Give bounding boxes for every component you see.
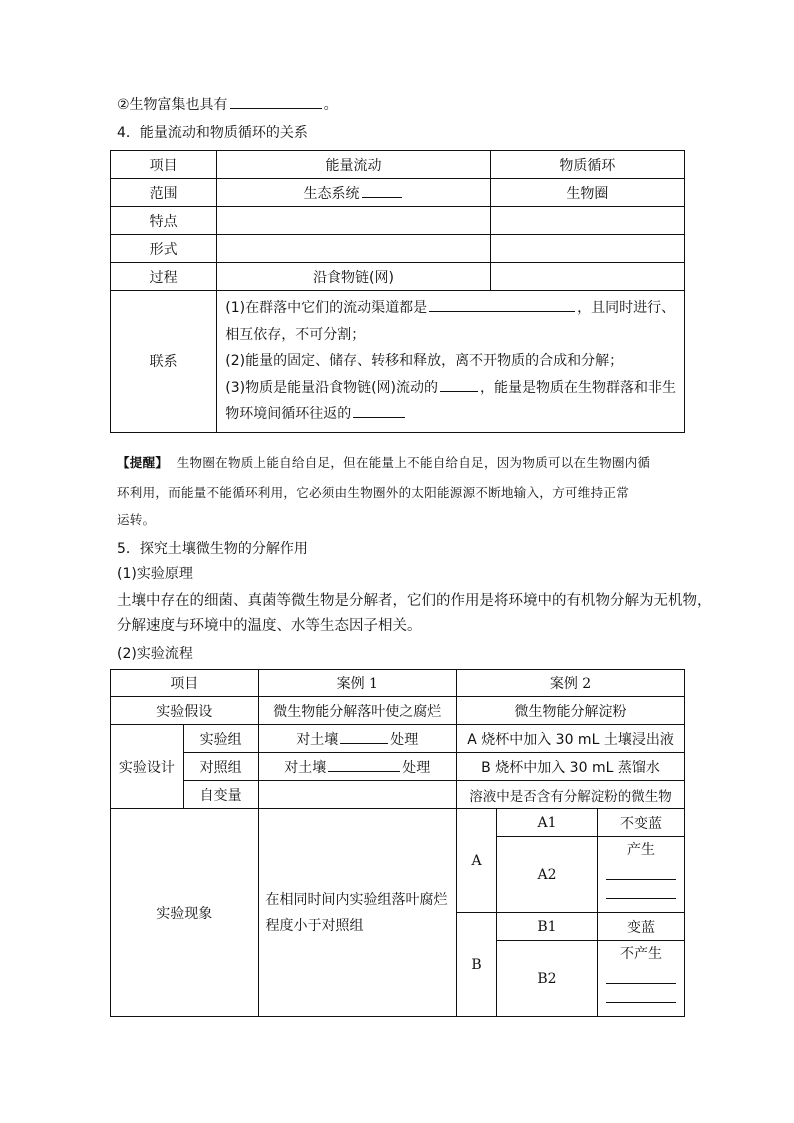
energy-scope: 生态系统 [217,179,491,207]
row-label: 过程 [111,263,217,291]
a2-result: 产生 [597,837,684,913]
header-case2: 案例 2 [457,670,685,697]
table-row [111,235,685,263]
observation-case1: 在相同时间内实验组落叶腐烂程度小于对照组 [258,809,456,1017]
table-row [111,753,685,781]
a2-label: A2 [497,837,598,913]
hypothesis-case1: 微生物能分解落叶使之腐烂 [258,697,456,725]
principle-line-1: 土壤中存在的细菌、真菌等微生物是分解者，它们的作用是将环境中的有机物分解为无机物， [117,593,712,609]
a1-result: 不变蓝 [597,809,684,837]
answer-blank [429,297,575,312]
intro-text: ②生物富集也具有 [117,97,228,113]
energy-feature [217,207,491,235]
exp-group-label: 实验组 [183,725,258,753]
answer-blank [362,183,402,198]
beaker-b: B [457,913,497,1017]
matter-form [490,235,684,263]
table-row [111,725,685,753]
matter-scope: 生物圈 [490,179,684,207]
exp-case1: 对土壤 处理 [258,725,456,753]
energy-matter-table [110,150,685,433]
principle-title: (1)实验原理 [117,566,193,582]
variable-label: 自变量 [183,781,258,809]
answer-blank [606,861,676,880]
tip-line-3: 运转。 [117,512,156,527]
row-label: 联系 [111,291,217,433]
answer-blank [230,94,322,109]
principle-line-2: 分解速度与环境中的温度、水等生态因子相关。 [117,618,422,634]
answer-blank [606,984,676,1003]
exp-case2: A 烧杯中加入 30 mL 土壤浸出液 [457,725,685,753]
header-item: 项目 [111,151,217,179]
observation-label: 实验现象 [111,809,259,1017]
answer-blank [340,729,388,744]
ctrl-group-label: 对照组 [183,753,258,781]
hypothesis-label: 实验假设 [111,697,259,725]
variable-case2: 溶液中是否含有分解淀粉的微生物 [457,781,685,809]
section5-title: 5．探究土壤微生物的分解作用 [117,541,308,557]
link-content: (1)在群落中它们的流动渠道都是 ，且同时进行、 相互依存，不可分割； (2)能量的固定、储存、转移和释放，离不开物质的合成和分解； (3)物质是能量沿食物链(网)流动的 ，能量是物质在生物群落和非生 物环境间循环往返的 [217,291,685,433]
table-row [111,697,685,725]
energy-form [217,235,491,263]
table-row [111,291,685,433]
experiment-table [110,669,685,1017]
ctrl-case1: 对土壤 处理 [258,753,456,781]
table-row [111,263,685,291]
answer-blank [606,880,676,899]
intro-end: 。 [323,97,338,113]
b1-result: 变蓝 [597,913,684,941]
b2-result: 不产生 [597,941,684,1017]
matter-feature [490,207,684,235]
table-row [111,809,685,837]
a1-label: A1 [497,809,598,837]
row-label: 形式 [111,235,217,263]
b2-label: B2 [497,941,598,1017]
table-row [111,179,685,207]
variable-case1 [258,781,456,809]
header-case1: 案例 1 [258,670,456,697]
energy-process: 沿食物链(网) [217,263,491,291]
table-row [111,207,685,235]
table-row [111,781,685,809]
b1-label: B1 [497,913,598,941]
tip-line-2: 环利用，而能量不能循环利用，它必须由生物圈外的太阳能源源不断地输入，方可维持正常 [117,485,630,500]
matter-process [490,263,684,291]
answer-blank [440,377,478,392]
tip-tag: 【提醒】 [117,455,169,470]
answer-blank [353,403,405,418]
tip-line-1: 【提醒】 生物圈在物质上能自给自足，但在能量上不能自给自足，因为物质可以在生物圈内循 [117,455,651,470]
header-item: 项目 [111,670,259,697]
ctrl-case2: B 烧杯中加入 30 mL 蒸馏水 [457,753,685,781]
answer-blank [606,965,676,984]
answer-blank [328,757,400,772]
design-label: 实验设计 [111,725,184,809]
intro-line [117,94,338,114]
section4-title: 4．能量流动和物质循环的关系 [117,125,308,141]
hypothesis-case2: 微生物能分解淀粉 [457,697,685,725]
header-energy-flow: 能量流动 [217,151,491,179]
row-label: 范围 [111,179,217,207]
beaker-a: A [457,809,497,913]
header-matter-cycle: 物质循环 [490,151,684,179]
flow-title: (2)实验流程 [117,646,193,662]
row-label: 特点 [111,207,217,235]
